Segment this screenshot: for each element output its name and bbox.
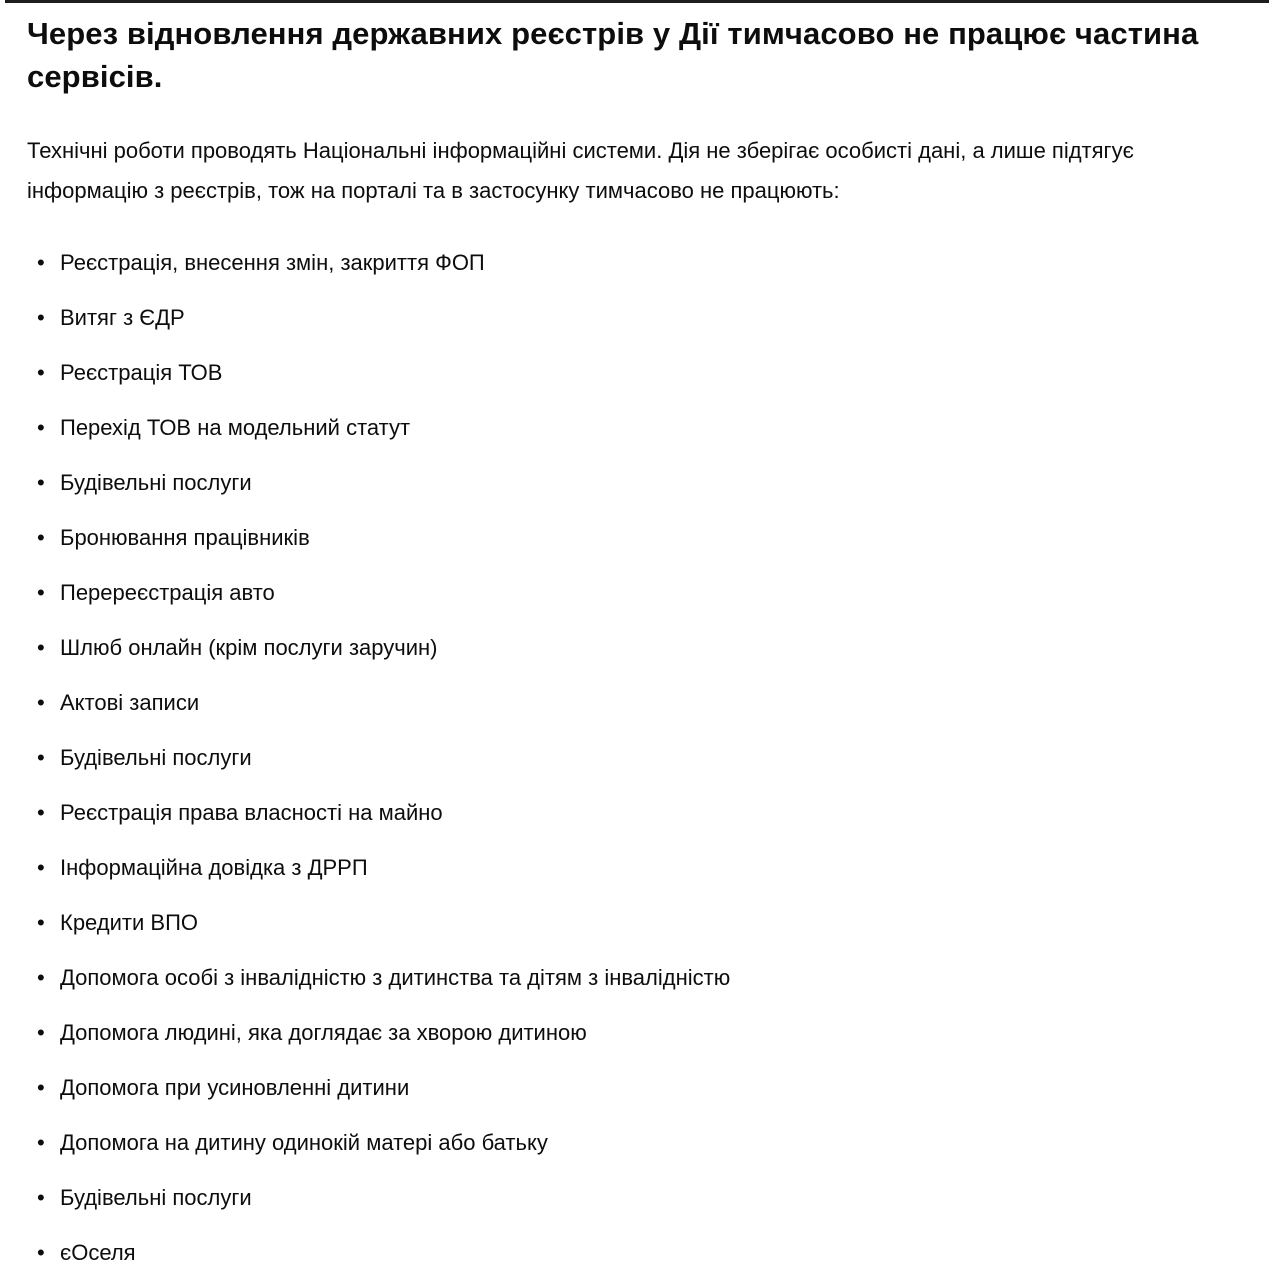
page-title: Через відновлення державних реєстрів у Дії тимчасово не працює частина сервісів. (27, 16, 1199, 94)
bullet-icon: • (37, 965, 45, 990)
bullet-icon: • (37, 305, 45, 330)
list-item (27, 853, 1235, 883)
service-item-label: Реєстрація ТОВ (60, 360, 223, 385)
list-item (27, 1073, 1235, 1103)
bullet-icon: • (37, 1185, 45, 1210)
list-item (27, 798, 1235, 828)
bullet-icon: • (37, 580, 45, 605)
bullet-icon: • (37, 855, 45, 880)
top-divider (5, 0, 1269, 3)
service-item-label: єОселя (60, 1240, 136, 1265)
bullet-icon: • (37, 525, 45, 550)
service-item-label: Кредити ВПО (60, 910, 199, 935)
bullet-icon: • (37, 250, 45, 275)
list-item (27, 963, 1235, 993)
service-item-label: Будівельні послуги (60, 470, 252, 495)
list-item (27, 633, 1235, 663)
list-item (27, 358, 1235, 388)
list-item (27, 578, 1235, 608)
bullet-icon: • (37, 415, 45, 440)
service-item-label: Допомога на дитину одинокій матері або батьку (60, 1130, 548, 1155)
service-item-label: Допомога особі з інвалідністю з дитинства та дітям з інвалідністю (60, 965, 731, 990)
service-item-label: Бронювання працівників (60, 525, 310, 550)
list-item (27, 413, 1235, 443)
bullet-icon: • (37, 800, 45, 825)
service-item-label: Будівельні послуги (60, 745, 252, 770)
bullet-icon: • (37, 1020, 45, 1045)
list-item (27, 523, 1235, 553)
service-item-label: Перехід ТОВ на модельний статут (60, 415, 411, 440)
service-item-label: Перереєстрація авто (60, 580, 275, 605)
intro-paragraph: Технічні роботи проводять Національні інформаційні системи. Дія не зберігає особисті дані, а лише підтягує інформацію з реєстрів, тож на порталі та в застосунку тимчасово не працюють: (27, 138, 1134, 203)
list-item (27, 468, 1235, 498)
list-item (27, 1128, 1235, 1158)
list-item (27, 688, 1235, 718)
list-item (27, 303, 1235, 333)
service-item-label: Актові записи (60, 690, 200, 715)
bullet-icon: • (37, 1130, 45, 1155)
list-item (27, 1183, 1235, 1213)
service-item-label: Шлюб онлайн (крім послуги заручин) (60, 635, 438, 660)
list-item (27, 1018, 1235, 1048)
bullet-icon: • (37, 1240, 45, 1265)
service-item-label: Інформаційна довідка з ДРРП (60, 855, 368, 880)
bullet-icon: • (37, 1075, 45, 1100)
bullet-icon: • (37, 360, 45, 385)
services-list (27, 248, 1235, 1268)
list-item (27, 743, 1235, 773)
bullet-icon: • (37, 470, 45, 495)
bullet-icon: • (37, 690, 45, 715)
bullet-icon: • (37, 910, 45, 935)
service-item-label: Витяг з ЄДР (60, 305, 185, 330)
service-item-label: Допомога при усиновленні дитини (60, 1075, 410, 1100)
service-item-label: Будівельні послуги (60, 1185, 252, 1210)
bullet-icon: • (37, 745, 45, 770)
service-item-label: Допомога людині, яка доглядає за хворою дитиною (60, 1020, 587, 1045)
list-item (27, 1238, 1235, 1268)
list-item (27, 248, 1235, 278)
bullet-icon: • (37, 635, 45, 660)
list-item (27, 908, 1235, 938)
service-item-label: Реєстрація, внесення змін, закриття ФОП (60, 250, 485, 275)
service-item-label: Реєстрація права власності на майно (60, 800, 443, 825)
